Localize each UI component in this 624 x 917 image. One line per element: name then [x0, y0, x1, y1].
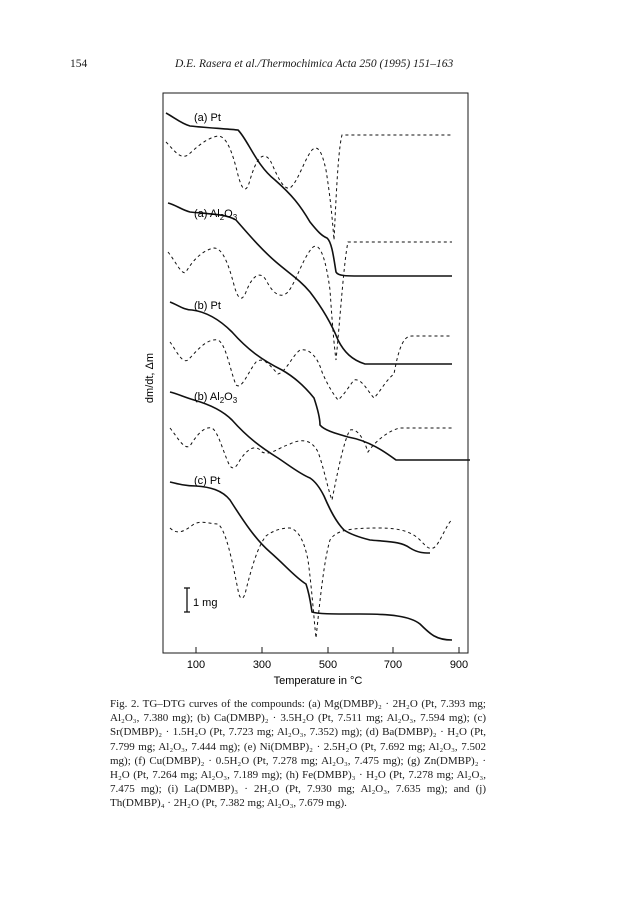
x-tick-label: 300: [252, 659, 272, 671]
curve-label-a-al2o3: (a) $Al_2O_3$: [194, 208, 238, 222]
x-tick-label: 500: [318, 659, 338, 671]
curve-label-b-pt: (b) Pt: [194, 300, 221, 312]
dtg-curve-a-pt: [166, 135, 452, 240]
running-head: D.E. Rasera et al./Thermochimica Acta 250 (1995) 151–163: [175, 58, 454, 70]
caption-text: TG–DTG curves of the compounds: (a) Mg(DMBP)₂ · 2H₂O (Pt, 7.393 mg; Al₂O₃, 7.380 mg); (b) Ca(DMBP)₂ · 3.5H₂O (Pt, 7.511 mg; Al₂O₃, 7.594 mg); (c) Sr(DMBP)₂ · 1.5H₂O (Pt, 7.723 mg; Al₂O₃, 7.352) mg); (d) Ba(DMBP)₂ · H₂O (Pt, 7.799 mg; Al₂O₃, 7.444 mg); (e) Ni(DMBP)₂ · 2.5H₂O (Pt, 7.692 mg; Al₂O₃, 7.502 mg); (f) Cu(DMBP)₂ · 0.5H₂O (Pt, 7.278 mg; Al₂O₃, 7.475 mg); (g) Zn(DMBP)₂ · H₂O (Pt, 7.264 mg; Al₂O₃, 7.189 mg); (h) Fe(DMBP)₃ · H₂O (Pt, 7.278 mg; Al₂O₃, 7.475 mg); (i) La(DMBP)₃ · 2H₂O (Pt, 7.930 mg; Al₂O₃, 7.635 mg); and (j) Th(DMBP)₄ · 2H₂O (Pt, 7.382 mg; Al₂O₃, 7.679 mg).: [110, 698, 486, 810]
plot-frame: [163, 93, 468, 653]
scale-label: 1 mg: [193, 597, 218, 609]
x-axis-label: Temperature in °C: [273, 675, 363, 687]
y-axis-label: dm/dt, Δm: [144, 352, 156, 404]
figure-caption: [110, 697, 486, 811]
curve-label-c-pt: (c) Pt: [194, 475, 221, 487]
caption-label: Fig. 2.: [110, 698, 140, 710]
x-ticks: [196, 647, 459, 653]
curve-label-b-al2o3: (b) $Al_2O_3$: [194, 391, 238, 405]
curve-label-a-pt: (a) Pt: [194, 112, 221, 124]
tg-curve-a-al2o3: [168, 203, 452, 364]
tg-curve-c-pt: [170, 482, 452, 640]
page-number: 154: [70, 58, 88, 70]
x-tick-label: 900: [449, 659, 469, 671]
tg-curve-b-pt: [170, 302, 470, 460]
x-tick-label: 700: [383, 659, 403, 671]
tg-curves: [166, 113, 470, 640]
scale-bar: [184, 588, 217, 612]
dtg-curve-c-pt: [170, 520, 452, 638]
x-tick-label: 100: [186, 659, 206, 671]
